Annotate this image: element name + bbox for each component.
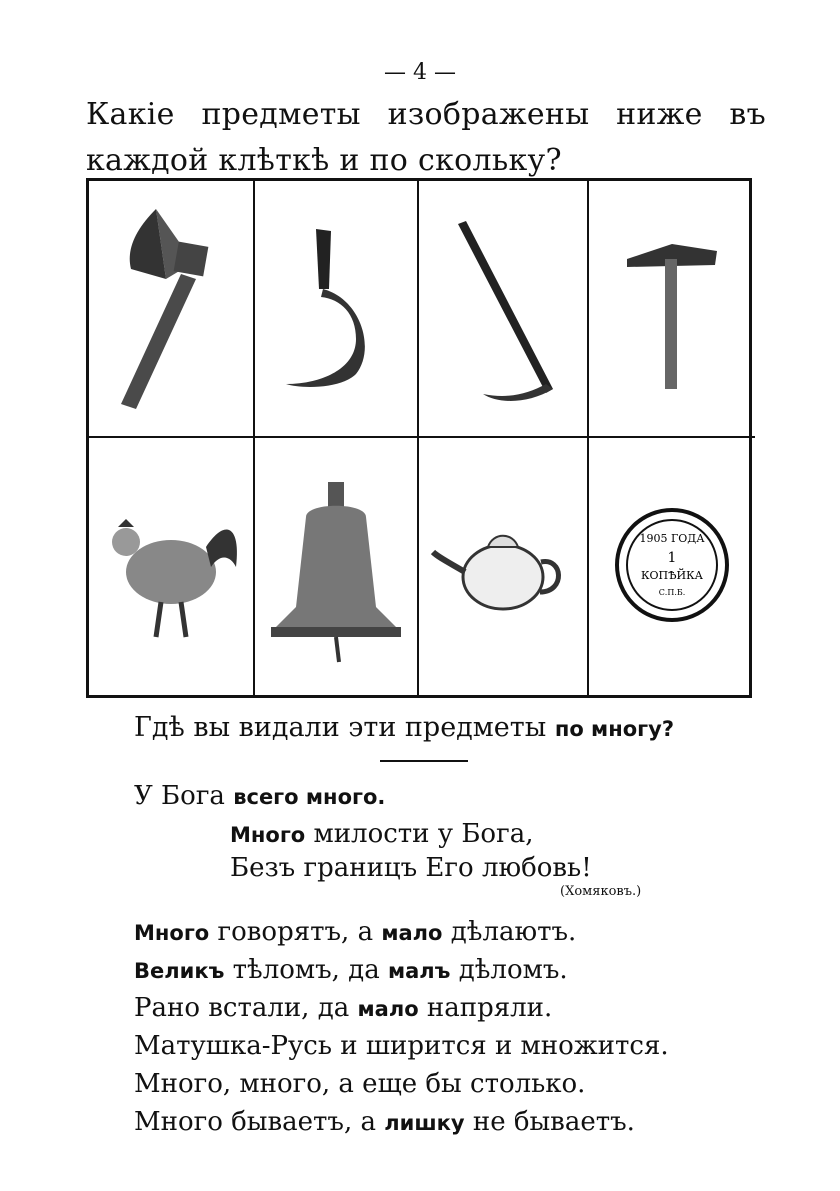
scythe-icon xyxy=(428,189,578,429)
hammer-icon xyxy=(597,189,747,429)
proverb xyxy=(134,776,385,817)
poem-line-1-rest: милости у Бога, xyxy=(313,819,534,849)
poem-line-1-bold: Много xyxy=(230,823,306,847)
cell-axe xyxy=(89,181,255,438)
saying-2-bold-1: Великъ xyxy=(134,959,225,983)
page-number: — 4 — xyxy=(384,60,456,85)
cell-bell xyxy=(255,438,419,695)
where-question-text: Гдѣ вы видали эти предметы xyxy=(134,712,547,743)
saying-2-bold-2: малъ xyxy=(387,959,451,983)
cell-coin xyxy=(589,438,755,695)
proverb-lead: У Бога xyxy=(134,781,225,811)
saying-6 xyxy=(134,1102,635,1143)
saying-3-end: напряли. xyxy=(418,993,553,1023)
proverb-bold: всего много. xyxy=(233,785,386,809)
teapot-icon xyxy=(428,447,578,687)
saying-4: Матушка-Русь и ширится и множится. xyxy=(134,1031,669,1061)
saying-6-bold: лишку xyxy=(384,1111,465,1135)
cell-hammer xyxy=(589,181,755,438)
coin-word: КОПѢЙКА xyxy=(641,568,703,582)
saying-2-end: дѣломъ. xyxy=(450,955,568,985)
saying-6-end: не бываетъ. xyxy=(464,1107,635,1137)
axe-icon xyxy=(96,189,246,429)
saying-5: Много, много, а еще бы столько. xyxy=(134,1069,586,1099)
coin-icon xyxy=(597,447,747,687)
sickle-icon xyxy=(261,189,411,429)
saying-1-bold-1: Много xyxy=(134,921,210,945)
saying-1 xyxy=(134,912,576,953)
coin-mint: С.П.Б. xyxy=(658,587,686,597)
saying-3-start: Рано встали, да xyxy=(134,993,358,1023)
saying-1-bold-2: мало xyxy=(381,921,443,945)
poem-author: (Хомяковъ.) xyxy=(560,884,642,899)
saying-3 xyxy=(134,988,552,1029)
cell-teapot xyxy=(419,438,589,695)
coin-value: 1 xyxy=(667,549,677,566)
saying-2 xyxy=(134,950,568,991)
saying-6-start: Много бываетъ, а xyxy=(134,1107,385,1137)
cell-scythe xyxy=(419,181,589,438)
cell-rooster xyxy=(89,438,255,695)
bell-icon xyxy=(261,447,411,687)
saying-1-text: говорятъ, а xyxy=(209,917,382,947)
poem-line-2: Безъ границъ Его любовь! xyxy=(230,853,592,883)
divider xyxy=(380,760,468,762)
picture-grid xyxy=(86,178,752,698)
where-question-emphasis: по многу? xyxy=(554,717,675,741)
coin-year: 1905 ГОДА xyxy=(639,531,705,545)
saying-2-text: тѣломъ, да xyxy=(224,955,388,985)
question-text: Какіе предметы изображены ниже въ каждой клѣткѣ и по скольку? xyxy=(86,97,766,178)
rooster-icon xyxy=(96,447,246,687)
cell-sickle xyxy=(255,181,419,438)
saying-3-bold: мало xyxy=(357,997,419,1021)
saying-1-end: дѣлаютъ. xyxy=(442,917,577,947)
where-question xyxy=(134,712,674,743)
